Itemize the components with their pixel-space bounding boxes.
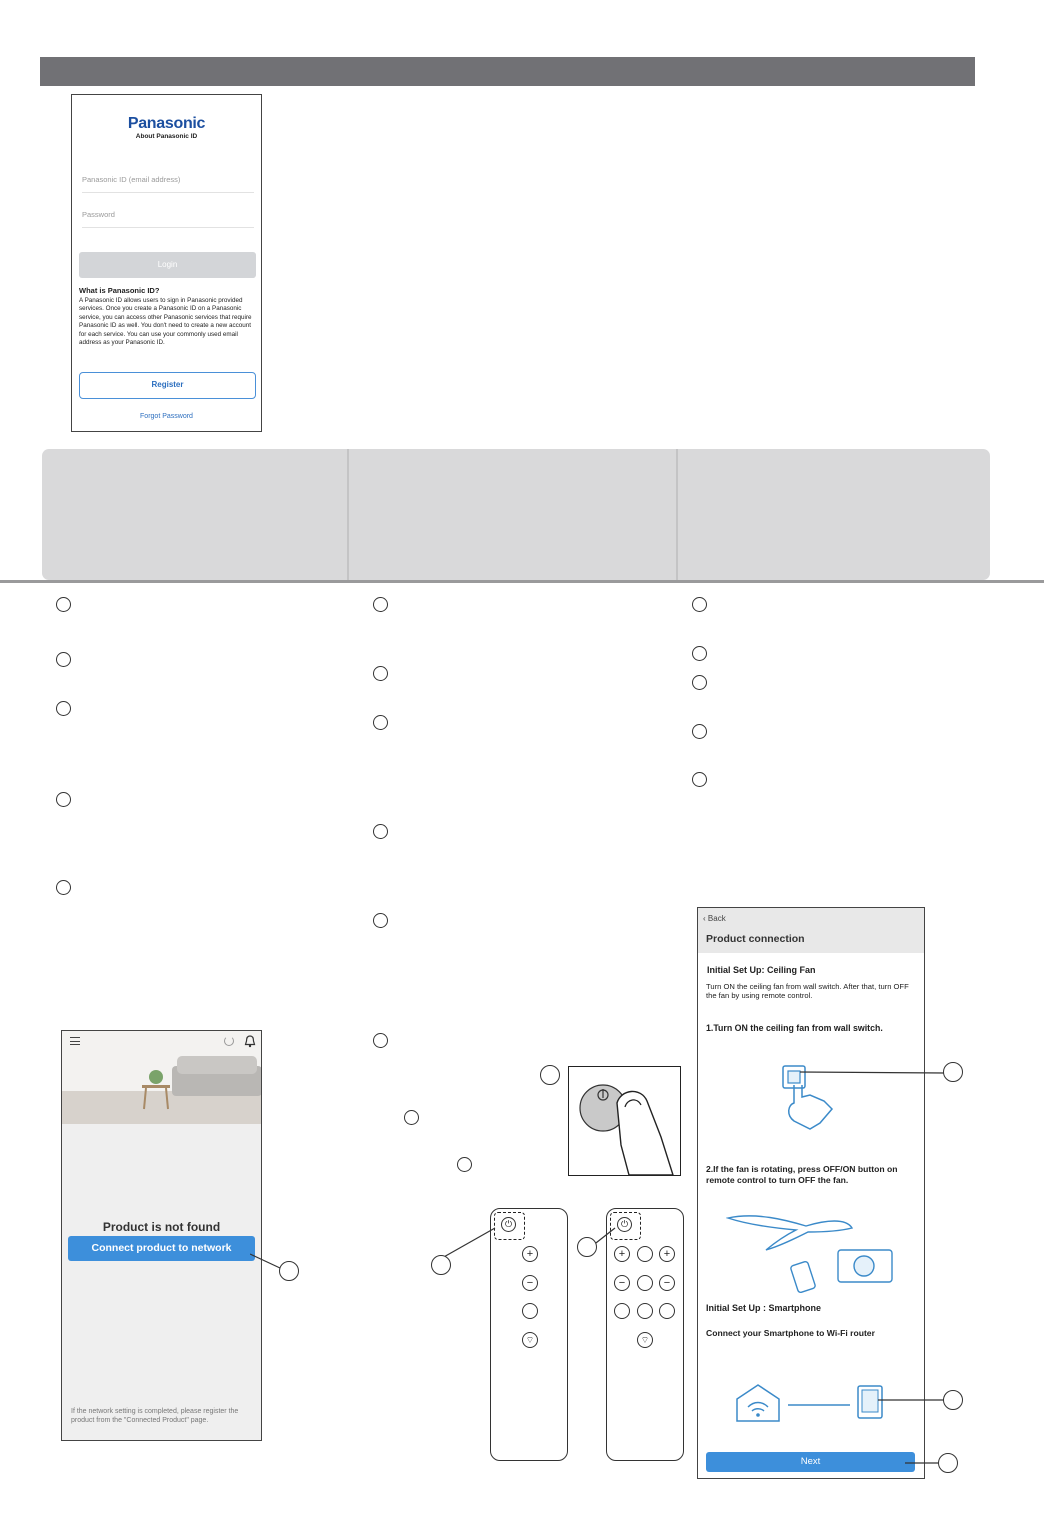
password-input[interactable]: Password [82, 210, 254, 228]
login-subtitle: About Panasonic ID [135, 133, 198, 140]
step1-text: 1.Turn ON the ceiling fan from wall switch. [706, 1023, 883, 1033]
step-marker [692, 597, 707, 612]
step-marker [56, 792, 71, 807]
power-button[interactable]: ⏻ [501, 1217, 516, 1232]
what-is-title: What is Panasonic ID? [79, 286, 160, 295]
remote-button[interactable] [614, 1303, 630, 1319]
power-button-press-illustration [568, 1066, 681, 1176]
connection-header [698, 908, 924, 953]
speed-up-button[interactable]: + [522, 1246, 538, 1262]
chevron-left-icon: ‹ [703, 914, 706, 923]
power-button[interactable]: ⏻ [617, 1217, 632, 1232]
back-label: Back [707, 914, 726, 923]
column-header-panel [42, 449, 990, 580]
next-button[interactable]: Next [706, 1452, 915, 1472]
menu-icon[interactable] [70, 1037, 80, 1045]
login-screen [71, 94, 262, 432]
speed-down-button[interactable]: − [614, 1275, 630, 1291]
step-marker [692, 772, 707, 787]
home-screen [61, 1030, 262, 1441]
smartphone-setup-body: Connect your Smartphone to Wi-Fi router [706, 1328, 875, 1338]
wifi-button[interactable]: ⌔ [522, 1332, 538, 1348]
panasonic-logo: Panasonic [127, 115, 206, 132]
step-marker [56, 597, 71, 612]
speed-up-button[interactable]: + [614, 1246, 630, 1262]
connection-title: Product connection [706, 933, 805, 945]
speed-down-button[interactable]: − [522, 1275, 538, 1291]
header-underline [0, 580, 1044, 583]
step-marker [692, 675, 707, 690]
step-marker [373, 913, 388, 928]
step-marker [692, 646, 707, 661]
login-button[interactable]: Login [79, 252, 256, 278]
product-not-found-text: Product is not found [102, 1220, 221, 1234]
step-marker [373, 715, 388, 730]
callout-marker [938, 1453, 958, 1473]
step-marker [373, 1033, 388, 1048]
panasonic-id-input[interactable]: Panasonic ID (email address) [82, 175, 254, 193]
callout-marker [943, 1390, 963, 1410]
finger-press-icon [569, 1067, 679, 1175]
refresh-icon[interactable] [224, 1036, 234, 1046]
forgot-password-link[interactable]: Forgot Password [140, 413, 193, 420]
router-smartphone-icon [734, 1383, 894, 1423]
step2-text: 2.If the fan is rotating, press OFF/ON button on remote control to turn OFF the fan. [706, 1164, 898, 1185]
step-marker [56, 652, 71, 667]
light-down-button[interactable]: − [659, 1275, 675, 1291]
callout-line [800, 1066, 950, 1086]
remote-button[interactable] [637, 1275, 653, 1291]
section-header-bar [40, 57, 975, 86]
callout-marker [279, 1261, 299, 1281]
remote-button[interactable] [522, 1303, 538, 1319]
callout-marker [540, 1065, 560, 1085]
step-marker [692, 724, 707, 739]
column-divider-2 [676, 449, 678, 580]
column-divider-1 [347, 449, 349, 580]
step-marker [373, 824, 388, 839]
step-marker [373, 666, 388, 681]
remote-button[interactable] [637, 1246, 653, 1262]
fan-remote-illustration [726, 1208, 896, 1293]
step-marker [457, 1157, 472, 1172]
callout-marker [943, 1062, 963, 1082]
callout-marker [577, 1237, 597, 1257]
callout-line [878, 1394, 948, 1406]
network-note: If the network setting is completed, please register the product from the "Connected Product" page. [71, 1408, 239, 1424]
what-is-body: A Panasonic ID allows users to sign in Panasonic provided services. Once you create a Panasonic ID on a Panasonic service, you can access other Panasonic services that require Panasonic ID as well. You don't need to create a new account for each service. You can use your commonly used email address as your Panasonic ID. [79, 297, 252, 347]
remote-button[interactable] [637, 1303, 653, 1319]
connect-product-button[interactable]: Connect product to network [68, 1236, 255, 1261]
step-marker [404, 1110, 419, 1125]
bell-icon[interactable] [244, 1035, 256, 1048]
step-marker [56, 880, 71, 895]
register-button[interactable]: Register [79, 372, 256, 399]
remote-control-basic [490, 1208, 568, 1461]
callout-marker [431, 1255, 451, 1275]
step-marker [56, 701, 71, 716]
smartphone-setup-title: Initial Set Up : Smartphone [706, 1303, 822, 1313]
step-marker [373, 597, 388, 612]
fan-setup-intro: Turn ON the ceiling fan from wall switch. After that, turn OFF the fan by using remote control. [706, 982, 909, 1000]
back-link[interactable] [703, 914, 726, 923]
remote-button[interactable] [659, 1303, 675, 1319]
light-up-button[interactable]: + [659, 1246, 675, 1262]
fan-setup-title: Initial Set Up: Ceiling Fan [707, 965, 816, 975]
wifi-button[interactable]: ⌔ [637, 1332, 653, 1348]
